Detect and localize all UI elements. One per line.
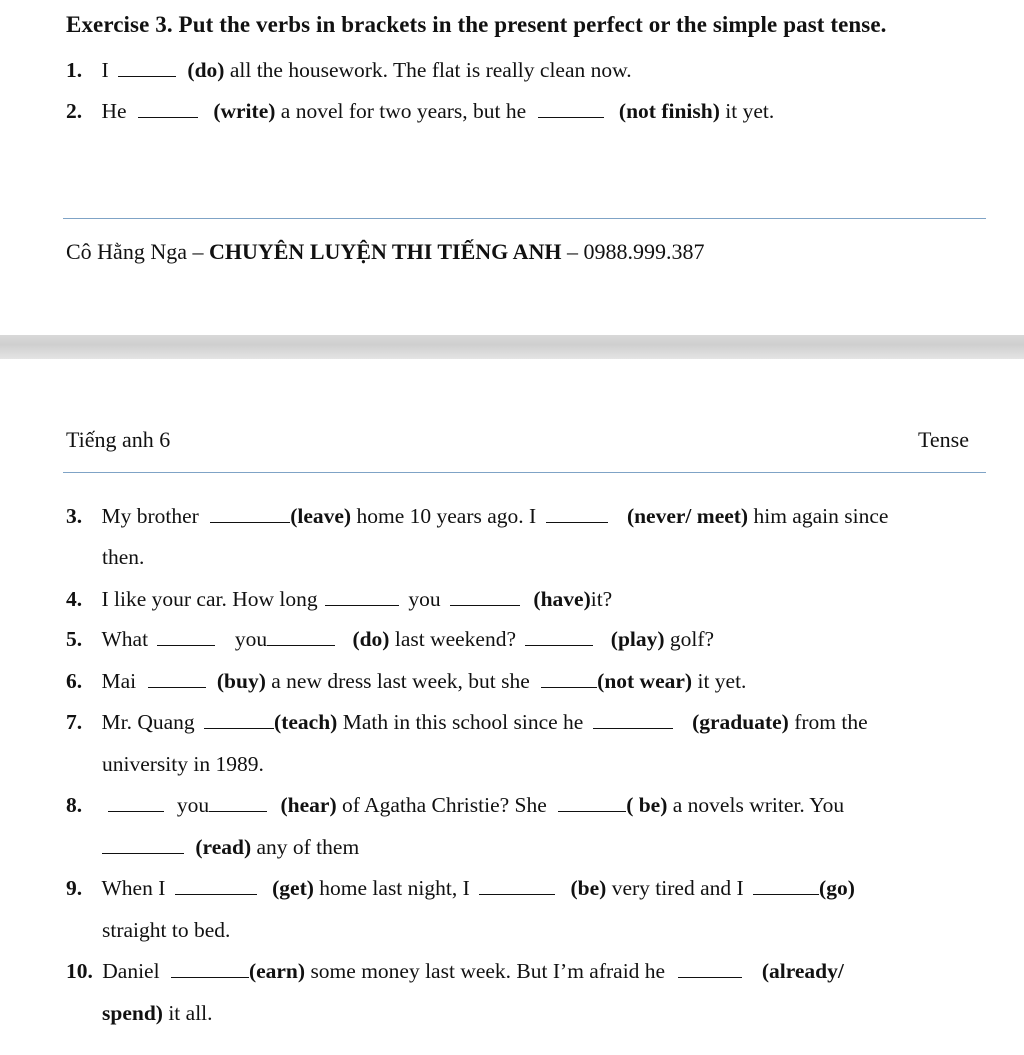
question-number: 8. xyxy=(66,793,83,817)
answer-blank[interactable] xyxy=(753,878,819,895)
answer-blank[interactable] xyxy=(209,795,267,812)
question-number: 10. xyxy=(66,959,93,983)
answer-blank[interactable] xyxy=(118,60,176,77)
answer-blank[interactable] xyxy=(157,629,215,646)
answer-blank[interactable] xyxy=(267,629,335,646)
question-number: 1. xyxy=(66,58,83,82)
question-1: 1. I (do) all the housework. The flat is really clean now. xyxy=(66,58,632,82)
page-bottom xyxy=(0,359,1024,1055)
answer-blank[interactable] xyxy=(558,795,626,812)
answer-blank[interactable] xyxy=(171,961,249,978)
answer-blank[interactable] xyxy=(108,795,164,812)
answer-blank[interactable] xyxy=(678,961,742,978)
answer-blank[interactable] xyxy=(525,629,593,646)
question-4: 4. I like your car. How long you (have)it? xyxy=(66,587,613,611)
question-number: 5. xyxy=(66,627,83,651)
question-9: 9. When I (get) home last night, I (be) very tired and I (go) xyxy=(66,876,855,900)
question-8: 8. you (hear) of Agatha Christie? She ( be) a novels writer. You xyxy=(66,793,845,817)
page-separator xyxy=(0,335,1024,359)
question-number: 2. xyxy=(66,99,83,123)
exercise-title: Exercise 3. Put the verbs in brackets in the present perfect or the simple past tense. xyxy=(66,12,887,37)
question-7-cont: university in 1989. xyxy=(102,752,264,776)
answer-blank[interactable] xyxy=(479,878,555,895)
divider xyxy=(63,218,986,219)
question-3-cont: then. xyxy=(102,545,145,569)
question-number: 7. xyxy=(66,710,83,734)
question-3: 3. My brother (leave) home 10 years ago. I (never/ meet) him again since xyxy=(66,504,889,528)
footer-contact: Cô Hằng Nga – CHUYÊN LUYỆN THI TIẾNG ANH – 0988.999.387 xyxy=(66,239,705,264)
answer-blank[interactable] xyxy=(138,101,198,118)
answer-blank[interactable] xyxy=(148,671,206,688)
question-number: 3. xyxy=(66,504,83,528)
question-7: 7. Mr. Quang (teach) Math in this school since he (graduate) from the xyxy=(66,710,868,734)
question-8-cont: (read) any of them xyxy=(102,835,359,860)
answer-blank[interactable] xyxy=(102,837,184,854)
answer-blank[interactable] xyxy=(541,671,597,688)
answer-blank[interactable] xyxy=(210,506,290,523)
question-2: 2. He (write) a novel for two years, but he (not finish) it yet. xyxy=(66,99,775,123)
answer-blank[interactable] xyxy=(175,878,257,895)
answer-blank[interactable] xyxy=(538,101,604,118)
header-topic: Tense xyxy=(918,427,969,452)
question-10: 10. Daniel (earn) some money last week. But I’m afraid he (already/ xyxy=(66,959,844,983)
answer-blank[interactable] xyxy=(204,712,274,729)
header-subject: Tiếng anh 6 xyxy=(66,427,171,452)
answer-blank[interactable] xyxy=(593,712,673,729)
question-6: 6. Mai (buy) a new dress last week, but she (not wear) it yet. xyxy=(66,669,747,693)
footer-brand: CHUYÊN LUYỆN THI TIẾNG ANH xyxy=(208,239,562,264)
question-number: 9. xyxy=(66,876,83,900)
header-divider xyxy=(63,472,986,473)
footer-phone: – 0988.999.387 xyxy=(561,239,705,264)
question-9-cont: straight to bed. xyxy=(102,918,231,942)
answer-blank[interactable] xyxy=(450,589,520,606)
question-5: 5. What you (do) last weekend? (play) golf? xyxy=(66,627,715,651)
answer-blank[interactable] xyxy=(325,589,399,606)
question-number: 6. xyxy=(66,669,83,693)
question-number: 4. xyxy=(66,587,83,611)
question-10-cont: spend) it all. xyxy=(102,1001,213,1025)
answer-blank[interactable] xyxy=(546,506,608,523)
page-top xyxy=(0,0,1024,335)
